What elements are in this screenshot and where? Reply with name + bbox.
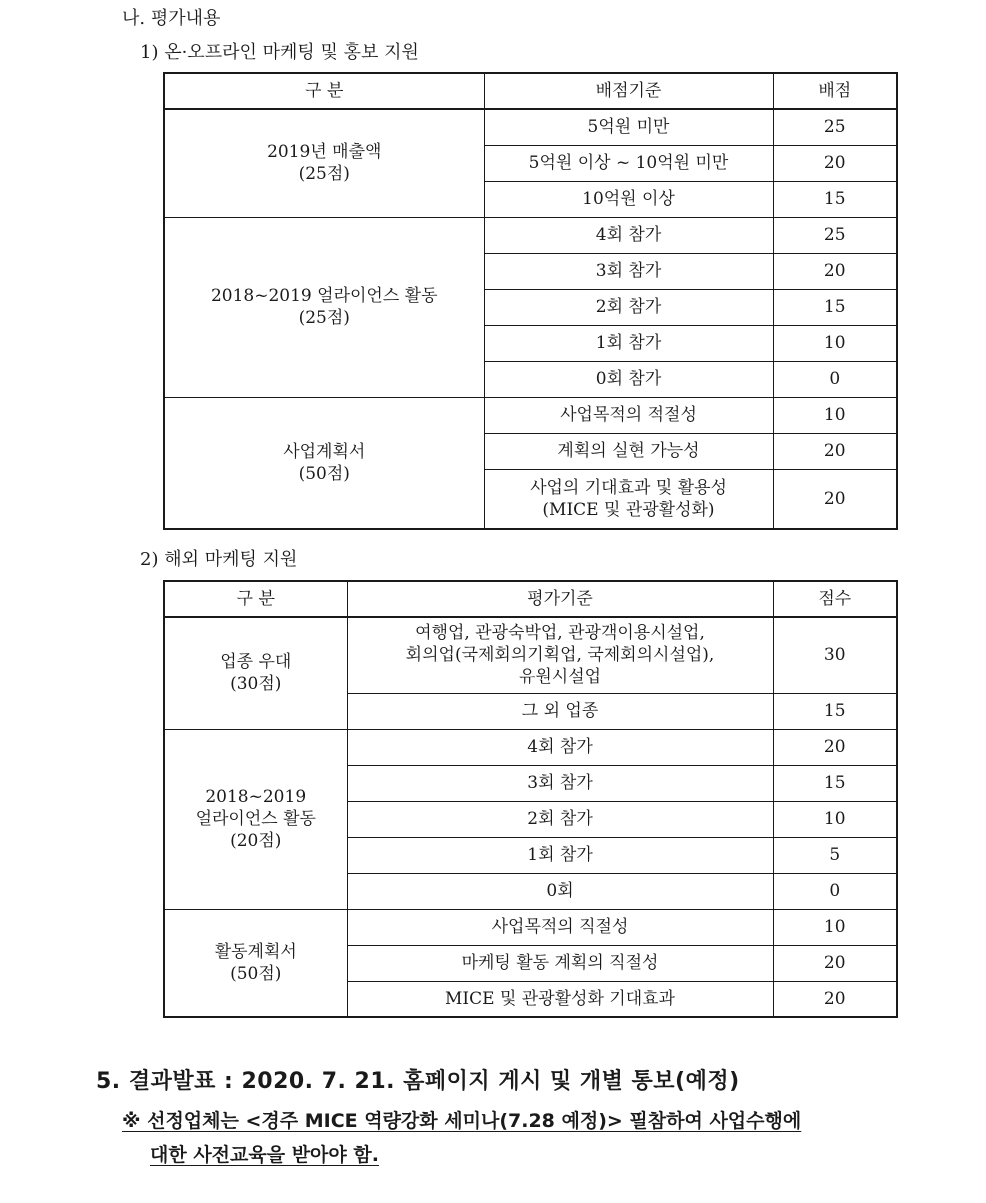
category-cell: 업종 우대 (30점)	[164, 617, 347, 729]
criteria-cell: 5억원 미만	[484, 109, 773, 145]
score-cell: 20	[773, 433, 897, 469]
criteria-cell: 계획의 실현 가능성	[484, 433, 773, 469]
score-cell: 15	[773, 289, 897, 325]
criteria-cell: 10억원 이상	[484, 181, 773, 217]
subsection-title-overseas: 2) 해외 마케팅 지원	[140, 549, 298, 570]
score-cell: 5	[773, 837, 897, 873]
criteria-cell: 1회 참가	[484, 325, 773, 361]
score-cell: 10	[773, 909, 897, 945]
score-cell: 20	[773, 981, 897, 1017]
evaluation-table-overseas	[163, 580, 898, 1018]
category-cell: 2019년 매출액 (25점)	[164, 109, 484, 217]
criteria-cell: 4회 참가	[347, 729, 773, 765]
score-cell: 15	[773, 765, 897, 801]
criteria-cell: 5억원 이상 ~ 10억원 미만	[484, 145, 773, 181]
score-cell: 0	[773, 873, 897, 909]
subsection-title-online: 1) 온·오프라인 마케팅 및 홍보 지원	[140, 42, 419, 63]
table-row	[164, 729, 897, 765]
criteria-cell: 사업의 기대효과 및 활용성 (MICE 및 관광활성화)	[484, 469, 773, 529]
category-cell: 사업계획서 (50점)	[164, 397, 484, 529]
category-cell: 활동계획서 (50점)	[164, 909, 347, 1017]
criteria-cell: 0회	[347, 873, 773, 909]
category-cell: 2018~2019 얼라이언스 활동 (20점)	[164, 729, 347, 909]
evaluation-table-online	[163, 72, 898, 530]
score-cell: 20	[773, 729, 897, 765]
criteria-cell: 여행업, 관광숙박업, 관광객이용시설업, 회의업(국제회의기획업, 국제회의시설업), 유원시설업	[347, 617, 773, 693]
column-header: 배점	[773, 73, 897, 109]
criteria-cell: 그 외 업종	[347, 693, 773, 729]
criteria-cell: 3회 참가	[347, 765, 773, 801]
criteria-cell: 0회 참가	[484, 361, 773, 397]
criteria-cell: 4회 참가	[484, 217, 773, 253]
table-row	[164, 217, 897, 253]
criteria-cell: MICE 및 관광활성화 기대효과	[347, 981, 773, 1017]
score-cell: 30	[773, 617, 897, 693]
score-cell: 20	[773, 469, 897, 529]
score-cell: 25	[773, 109, 897, 145]
category-cell: 2018~2019 얼라이언스 활동 (25점)	[164, 217, 484, 397]
column-header: 점수	[773, 581, 897, 617]
column-header: 평가기준	[347, 581, 773, 617]
column-header: 배점기준	[484, 73, 773, 109]
table-row	[164, 397, 897, 433]
criteria-cell: 2회 참가	[347, 801, 773, 837]
score-cell: 10	[773, 397, 897, 433]
criteria-cell: 2회 참가	[484, 289, 773, 325]
score-cell: 15	[773, 693, 897, 729]
score-cell: 20	[773, 253, 897, 289]
result-announcement: 5. 결과발표 : 2020. 7. 21. 홈페이지 게시 및 개별 통보(예정)	[96, 1069, 740, 1094]
score-cell: 25	[773, 217, 897, 253]
section-title: 나. 평가내용	[122, 8, 221, 29]
score-cell: 10	[773, 325, 897, 361]
score-cell: 20	[773, 145, 897, 181]
column-header: 구 분	[164, 73, 484, 109]
score-cell: 10	[773, 801, 897, 837]
criteria-cell: 사업목적의 적절성	[484, 397, 773, 433]
score-cell: 20	[773, 945, 897, 981]
criteria-cell: 사업목적의 직절성	[347, 909, 773, 945]
table-row	[164, 109, 897, 145]
column-header: 구 분	[164, 581, 347, 617]
criteria-cell: 마케팅 활동 계획의 직절성	[347, 945, 773, 981]
table-row	[164, 909, 897, 945]
criteria-cell: 1회 참가	[347, 837, 773, 873]
notice-line-1: ※ 선정업체는 <경주 MICE 역량강화 세미나(7.28 예정)> 필참하여 사업수행에	[122, 1110, 802, 1132]
notice-line-2: 대한 사전교육을 받아야 함.	[150, 1144, 379, 1166]
score-cell: 15	[773, 181, 897, 217]
criteria-cell: 3회 참가	[484, 253, 773, 289]
table-row	[164, 617, 897, 693]
score-cell: 0	[773, 361, 897, 397]
